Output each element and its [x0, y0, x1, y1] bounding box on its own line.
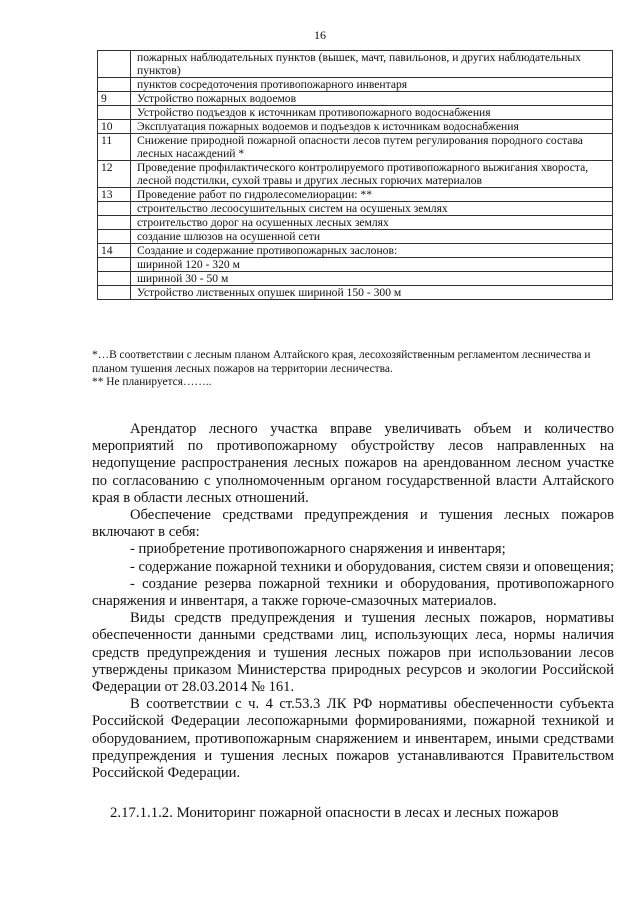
- table-row: [98, 188, 613, 202]
- page-number: 16: [314, 28, 326, 42]
- row-text: шириной 30 - 50 м: [131, 272, 613, 286]
- row-text: Снижение природной пожарной опасности лесов путем регулирования породного состава лесных насаждений *: [131, 134, 613, 161]
- row-text: пожарных наблюдательных пунктов (вышек, мачт, павильонов, и других наблюдательных пунктов): [131, 51, 613, 78]
- row-text: создание шлюзов на осушенной сети: [131, 230, 613, 244]
- main-text: [92, 421, 614, 782]
- table-row: [98, 120, 613, 134]
- row-number: [98, 216, 131, 230]
- list-item: - создание резерва пожарной техники и оборудования, противопожарного снаряжения и инвентаря, а также горюче-смазочных материалов.: [92, 575, 614, 610]
- list-item: - приобретение противопожарного снаряжения и инвентаря;: [130, 541, 506, 558]
- table-row: [98, 258, 613, 272]
- row-number: [98, 230, 131, 244]
- footnote-1: *…В соответствии с лесным планом Алтайского края, лесохозяйственным регламентом лесничества и планом тушения лесных пожаров на территории лесничества.: [92, 349, 591, 375]
- row-number: [98, 106, 131, 120]
- table-row: [98, 134, 613, 161]
- table-row: [98, 106, 613, 120]
- table-row: [98, 92, 613, 106]
- table-row: [98, 202, 613, 216]
- paragraph-4: В соответствии с ч. 4 ст.53.3 ЛК РФ нормативы обеспеченности субъекта Российской Федерации лесопожарными формированиями, пожарной техникой и оборудованием, противопожарным снаряжением и инвентарем, иными средствами предупреждения и тушения лесных пожаров устанавливаются Правительством Российской Федерации.: [92, 696, 614, 782]
- row-text: строительство лесоосушительных систем на осушеных землях: [131, 202, 613, 216]
- table-row: [98, 272, 613, 286]
- row-number: 12: [98, 161, 131, 188]
- row-number: [98, 272, 131, 286]
- row-number: [98, 51, 131, 78]
- paragraph-3: Виды средств предупреждения и тушения лесных пожаров, нормативы обеспеченности данными средствами лиц, использующих леса, нормы наличия средств предупреждения и тушения лесных пожаров при использовании лесов утверждены приказом Министерства природных ресурсов и экологии Российской Федерации от 28.03.2014 № 161.: [92, 610, 614, 696]
- row-text: Проведение профилактического контролируемого противопожарного выжигания хвороста, лесной подстилки, сухой травы и других лесных горючих материалов: [131, 161, 613, 188]
- row-text: строительство дорог на осушенных лесных землях: [131, 216, 613, 230]
- row-text: шириной 120 - 320 м: [131, 258, 613, 272]
- row-number: 9: [98, 92, 131, 106]
- row-number: [98, 286, 131, 300]
- table-footnotes: [92, 349, 612, 390]
- row-text: Устройство пожарных водоемов: [131, 92, 613, 106]
- fire-measures-table: [97, 50, 613, 300]
- table-row: [98, 216, 613, 230]
- table-row: [98, 161, 613, 188]
- table-row: [98, 230, 613, 244]
- list-item: - содержание пожарной техники и оборудования, систем связи и оповещения;: [130, 558, 615, 575]
- footnote-2: ** Не планируется……..: [92, 376, 212, 388]
- table-row: [98, 51, 613, 78]
- row-text: пунктов сосредоточения противопожарного инвентаря: [131, 78, 613, 92]
- row-text: Проведение работ по гидролесомелиорации: **: [131, 188, 613, 202]
- table-row: [98, 78, 613, 92]
- row-number: 10: [98, 120, 131, 134]
- paragraph-1: Арендатор лесного участка вправе увеличивать объем и количество мероприятий по противопожарному обустройству лесов направленных на недопущение распространения лесных пожаров на арендованном лесном участке по согласованию с уполномоченным органом государственной власти Алтайского края в области лесных отношений.: [92, 421, 614, 506]
- row-text: Создание и содержание противопожарных заслонов:: [131, 244, 613, 258]
- paragraph-2: Обеспечение средствами предупреждения и тушения лесных пожаров включают в себя:: [92, 507, 614, 541]
- row-number: [98, 202, 131, 216]
- row-number: 11: [98, 134, 131, 161]
- row-number: [98, 258, 131, 272]
- row-text: Эксплуатация пожарных водоемов и подъездов к источникам водоснабжения: [131, 120, 613, 134]
- row-number: 14: [98, 244, 131, 258]
- row-number: [98, 78, 131, 92]
- table-row: [98, 286, 613, 300]
- table-row: [98, 244, 613, 258]
- row-text: Устройство подъездов к источникам противопожарного водоснабжения: [131, 106, 613, 120]
- row-number: 13: [98, 188, 131, 202]
- section-heading: 2.17.1.1.2. Мониторинг пожарной опасности в лесах и лесных пожаров: [110, 805, 559, 821]
- row-text: Устройство лиственных опушек шириной 150 - 300 м: [131, 286, 613, 300]
